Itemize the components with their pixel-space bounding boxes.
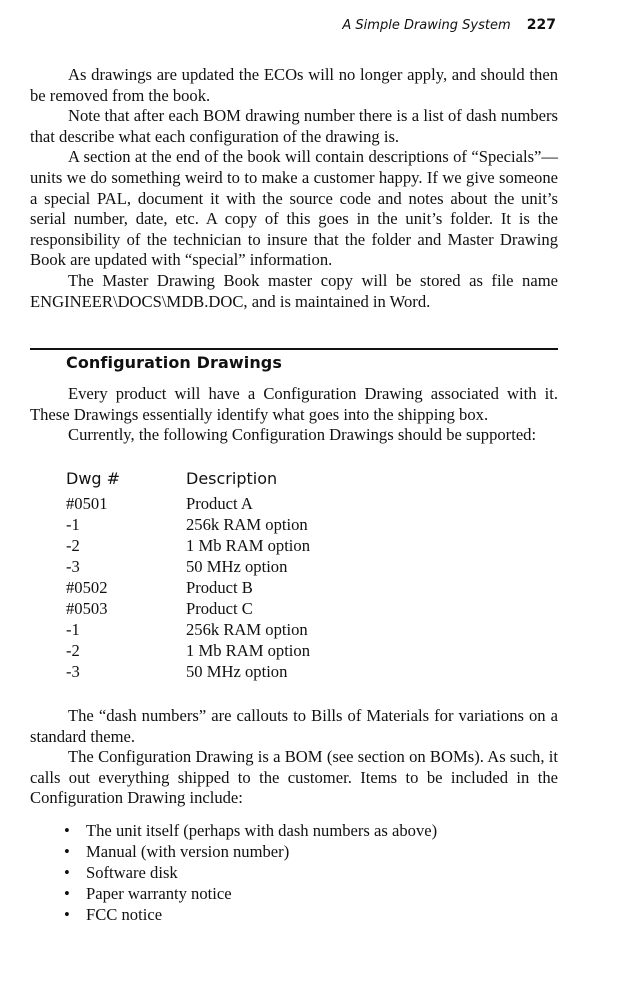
list-item bbox=[64, 820, 437, 841]
paragraph: The Master Drawing Book master copy will be stored as file name ENGINEER\DOCS\MDB.DOC, and is maintained in Word. bbox=[30, 270, 558, 311]
section-heading: Configuration Drawings bbox=[66, 353, 282, 372]
list-item-text: Software disk bbox=[86, 863, 178, 882]
description: 50 MHz option bbox=[186, 557, 288, 576]
column-header-description: Description bbox=[186, 469, 278, 488]
table-row bbox=[66, 598, 486, 619]
paragraph: The “dash numbers” are callouts to Bills of Materials for variations on a standard theme. bbox=[30, 706, 558, 746]
running-head-title: A Simple Drawing System bbox=[342, 18, 511, 33]
bullet-icon: • bbox=[64, 863, 70, 882]
bullet-icon: • bbox=[64, 842, 70, 861]
column-header-dwg: Dwg # bbox=[66, 469, 121, 488]
top-paragraphs bbox=[30, 65, 558, 312]
running-head bbox=[342, 17, 556, 33]
table-row bbox=[66, 493, 486, 514]
dwg-number: -2 bbox=[66, 641, 80, 660]
list-item-text: Manual (with version number) bbox=[86, 842, 290, 861]
list-item bbox=[64, 841, 437, 862]
dwg-number: #0503 bbox=[66, 599, 108, 618]
dwg-number: #0502 bbox=[66, 578, 108, 597]
dwg-number: -1 bbox=[66, 515, 80, 534]
description: 50 MHz option bbox=[186, 662, 288, 681]
list-item bbox=[64, 904, 437, 925]
paragraph: Currently, the following Configuration Drawings should be supported: bbox=[68, 425, 537, 445]
included-items-list bbox=[64, 820, 437, 925]
paragraph: The Configuration Drawing is a BOM (see section on BOMs). As such, it calls out everything shipped to the customer. Items to be included in the Configuration Drawing include: bbox=[30, 747, 558, 808]
paragraph: Every product will have a Configuration Drawing associated with it. These Drawings essentially identify what goes into the shipping box. bbox=[30, 384, 558, 424]
paragraph: Note that after each BOM drawing number there is a list of dash numbers that describe what each configuration of the drawing is. bbox=[30, 106, 558, 146]
dwg-number: -2 bbox=[66, 536, 80, 555]
description: Product A bbox=[186, 494, 253, 513]
table-row bbox=[66, 640, 486, 661]
drawings-table bbox=[66, 465, 486, 682]
table-row bbox=[66, 619, 486, 640]
description: 256k RAM option bbox=[186, 620, 308, 639]
table-row bbox=[66, 514, 486, 535]
table-row bbox=[66, 535, 486, 556]
section-body bbox=[30, 706, 558, 809]
dwg-number: #0501 bbox=[66, 494, 108, 513]
description: Product B bbox=[186, 578, 253, 597]
section-intro bbox=[30, 384, 558, 446]
list-item bbox=[64, 883, 437, 904]
description: 256k RAM option bbox=[186, 515, 308, 534]
dwg-number: -1 bbox=[66, 620, 80, 639]
table-row bbox=[66, 577, 486, 598]
description: 1 Mb RAM option bbox=[186, 536, 311, 555]
table-row bbox=[66, 556, 486, 577]
list-item bbox=[64, 862, 437, 883]
list-item-text: The unit itself (perhaps with dash numbers as above) bbox=[86, 821, 438, 840]
bullet-icon: • bbox=[64, 884, 70, 903]
dwg-number: -3 bbox=[66, 662, 80, 681]
bullet-icon: • bbox=[64, 821, 70, 840]
paragraph: A section at the end of the book will contain descriptions of “Specials”—units we do something weird to to make a customer happy. If we give someone a special PAL, document it with the source code and notes about the unit’s serial number, date, etc. A copy of this goes in the unit’s folder. It is the responsibility of the technician to insure that the folder and Master Drawing Book are updated with “special” information. bbox=[30, 147, 558, 270]
section-divider bbox=[30, 348, 558, 350]
table-row bbox=[66, 661, 486, 682]
table-header-row bbox=[66, 465, 486, 493]
list-item-text: FCC notice bbox=[86, 905, 163, 924]
list-item-text: Paper warranty notice bbox=[86, 884, 232, 903]
paragraph: As drawings are updated the ECOs will no longer apply, and should then be removed from the book. bbox=[30, 65, 558, 105]
page-number: 227 bbox=[526, 17, 556, 33]
description: Product C bbox=[186, 599, 253, 618]
description: 1 Mb RAM option bbox=[186, 641, 311, 660]
dwg-number: -3 bbox=[66, 557, 80, 576]
bullet-icon: • bbox=[64, 905, 70, 924]
